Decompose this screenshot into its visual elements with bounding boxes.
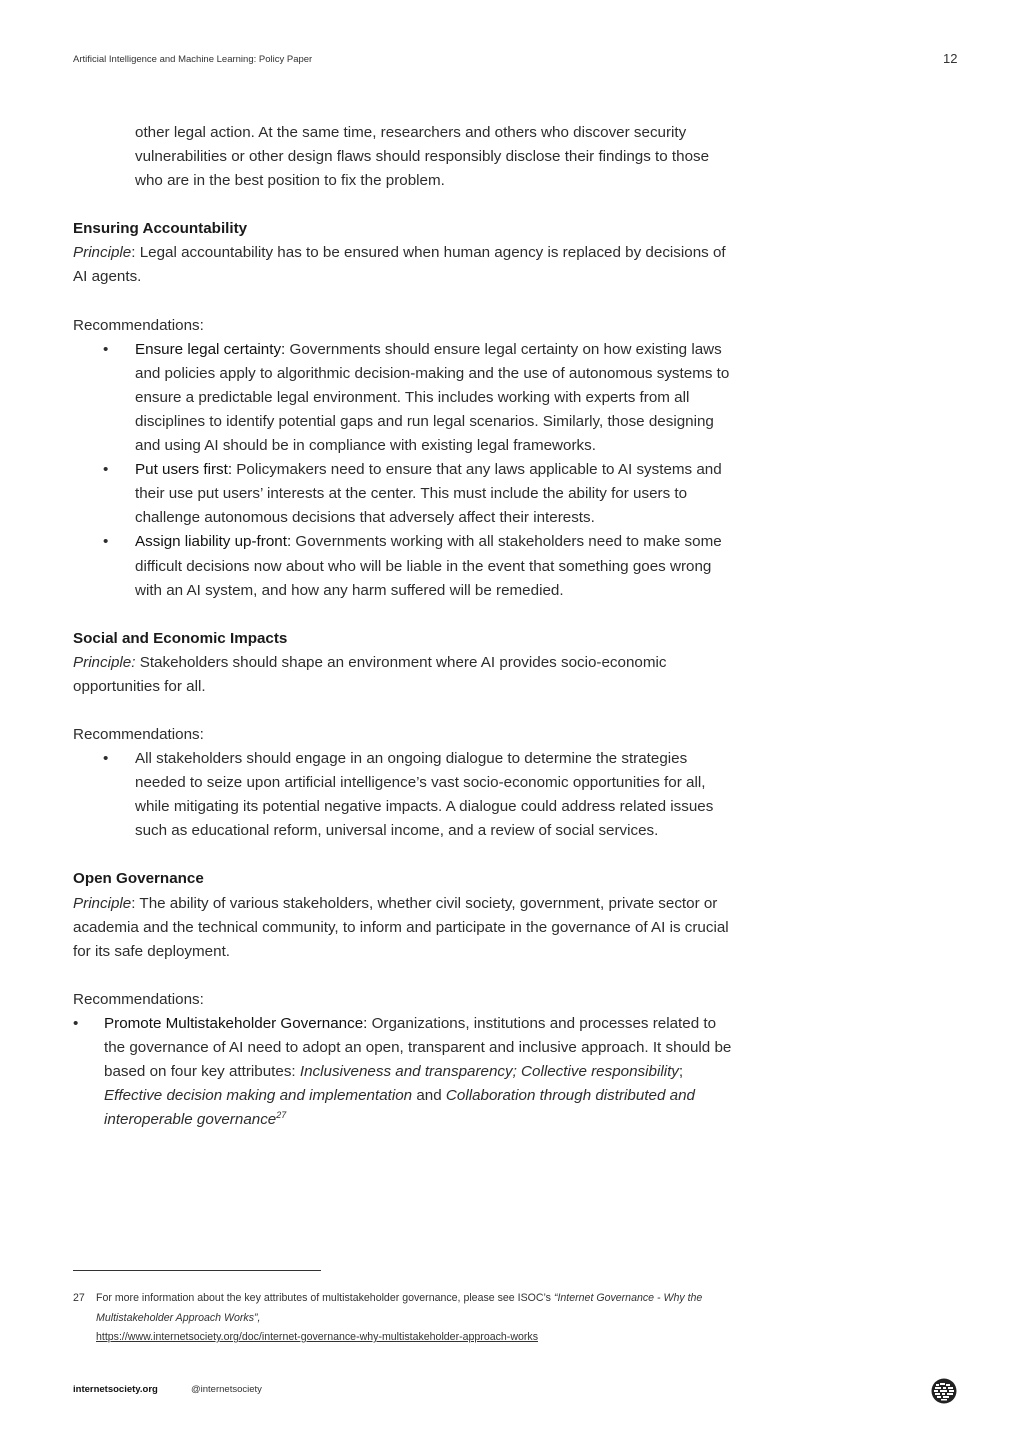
list-item (73, 1012, 733, 1132)
item-text: Governments working with all stakeholders need to make some difficult decisions now about who will be liable in the event that something goes wrong with an AI system, and how any harm suffered will be remedied. (135, 533, 722, 599)
item-lead: Promote Multistakeholder Governance: (104, 1014, 368, 1032)
item-text: Organizations, institutions and processes related to the governance of AI need to adopt an open, transparent and inclusive approach. It should be based on four key attributes: (104, 1014, 732, 1081)
footnote-text: For more information about the key attributes of multistakeholder governance, please see ISOC’s (96, 1292, 554, 1304)
running-header: Artificial Intelligence and Machine Learning: Policy Paper (73, 54, 313, 65)
separator: ; (678, 1063, 684, 1081)
section-heading-social: Social and Economic Impacts (73, 629, 288, 647)
footnote (73, 1289, 733, 1348)
item-text: Policymakers need to ensure that any laws applicable to AI systems and their use put users’ interests at the center. This must include the ability for users to challenge autonomous decisions that adversely affect their interests. (135, 461, 722, 527)
attribute-3: Collaboration through distributed and interoperable governance (104, 1087, 695, 1129)
recommendations-label: Recommendations: (73, 725, 204, 743)
page-number: 12 (943, 51, 958, 66)
governance-recommendations (73, 1012, 733, 1132)
footer-website[interactable]: internetsociety.org (73, 1384, 158, 1395)
list-item (73, 747, 733, 843)
principle-social (73, 651, 733, 699)
footnote-title: “Internet Governance - Why the Multistakeholder Approach Works”, (96, 1292, 703, 1324)
attribute-2: Effective decision making and implementation (104, 1087, 413, 1105)
bullet-icon: • (103, 461, 109, 479)
bullet-icon: • (103, 533, 109, 551)
section-heading-governance: Open Governance (73, 870, 204, 888)
recommendations-label: Recommendations: (73, 990, 204, 1008)
principle-accountability (73, 241, 733, 289)
accountability-recommendations (73, 338, 733, 603)
principle-text: : Legal accountability has to be ensured when human agency is replaced by decisions of AI agents. (73, 244, 726, 286)
main-content (73, 121, 733, 1132)
footnote-link[interactable]: https://www.internetsociety.org/doc/internet-governance-why-multistakeholder-approach-works (96, 1331, 538, 1343)
list-item (73, 338, 733, 458)
principle-governance (73, 892, 733, 964)
principle-label: Principle (73, 244, 132, 262)
item-text: All stakeholders should engage in an ongoing dialogue to determine the strategies needed to seize upon artificial intelligence’s vast socio-economic opportunities for all, while mitigating its potential negative impacts. A dialogue could address related issues such as educational reform, universal income, and a review of social services. (135, 750, 714, 840)
footnote-number: 27 (73, 1292, 85, 1304)
conjunction: and (412, 1087, 446, 1105)
list-item (73, 530, 733, 602)
principle-label: Principle (73, 894, 132, 912)
section-heading-accountability: Ensuring Accountability (73, 220, 248, 238)
item-lead: Ensure legal certainty: (135, 340, 286, 358)
item-lead: Put users first: (135, 461, 233, 479)
intro-paragraph: other legal action. At the same time, researchers and others who discover security vulnerabilities or other design flaws should responsibly disclose their findings to those who are in the best position to fix the problem. (135, 124, 710, 190)
bullet-icon: • (103, 340, 109, 358)
footer-social-handle[interactable]: @internetsociety (191, 1384, 262, 1395)
item-lead: Assign liability up-front: (135, 533, 292, 551)
attribute-1: Inclusiveness and transparency; Collective responsibility (299, 1063, 679, 1081)
footnote-body (73, 1289, 733, 1348)
bullet-icon: • (103, 750, 109, 768)
globe-logo-icon (931, 1378, 957, 1404)
bullet-icon: • (73, 1014, 79, 1032)
item-text: Governments should ensure legal certainty on how existing laws and policies apply to algorithmic decision-making and the use of autonomous systems to ensure a predictable legal environment. This includes working with experts from all disciplines to identify potential gaps and run legal scenarios. Similarly, those designing and using AI should be in compliance with existing legal frameworks. (135, 340, 730, 455)
recommendations-label: Recommendations: (73, 316, 204, 334)
footnote-reference[interactable]: 27 (276, 1110, 287, 1121)
principle-label: Principle: (73, 653, 136, 671)
list-item (73, 458, 733, 530)
footnote-divider (73, 1270, 321, 1271)
social-recommendations (73, 747, 733, 843)
principle-text: : The ability of various stakeholders, whether civil society, government, private sector or academia and the technical community, to inform and participate in the governance of AI is crucial for its safe deployment. (73, 894, 729, 960)
principle-text: Stakeholders should shape an environment where AI provides socio-economic opportunities for all. (73, 653, 667, 695)
